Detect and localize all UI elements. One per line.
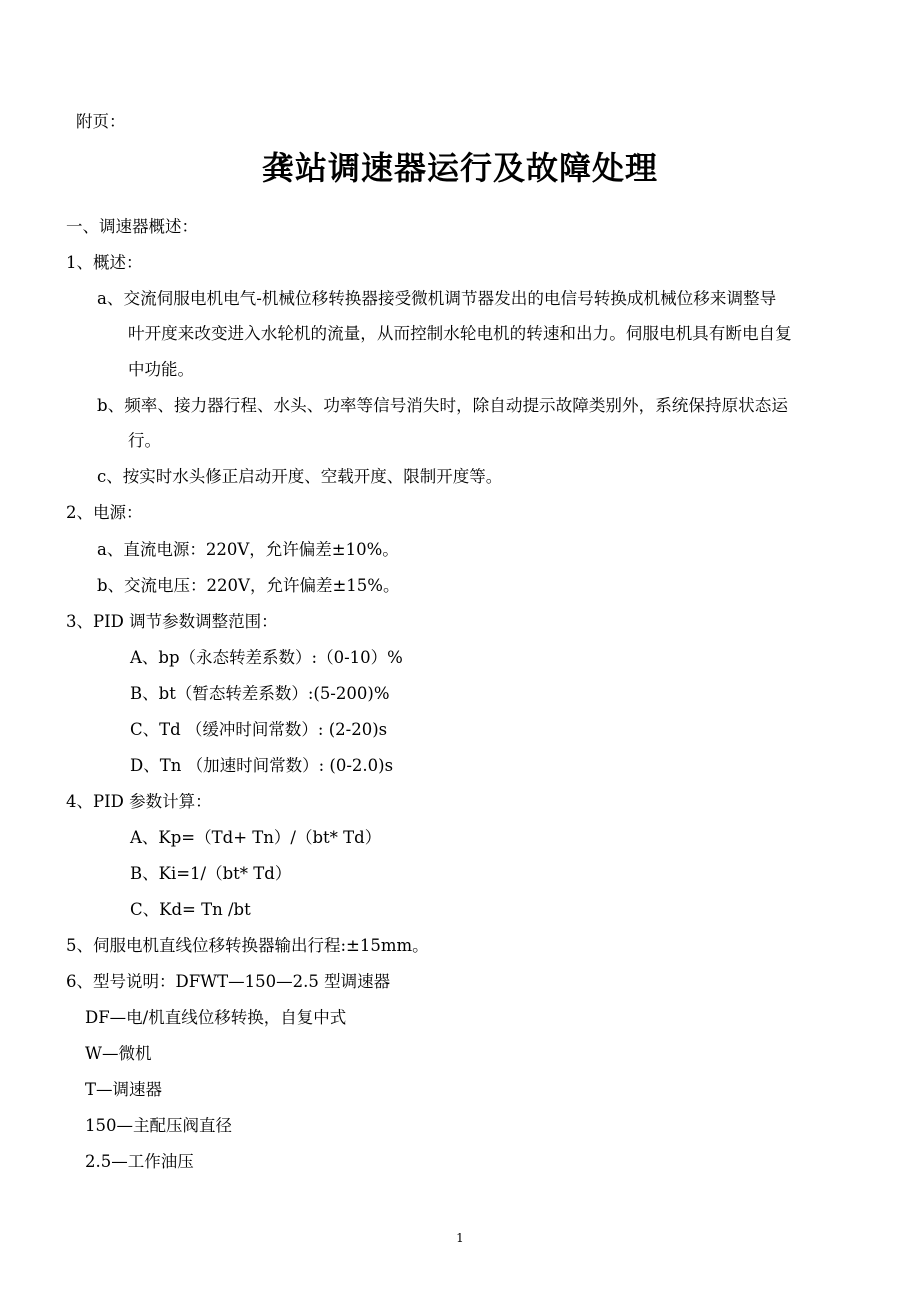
model-item: 150—主配压阀直径 (85, 1116, 232, 1135)
pid-range-item: C、Td （缓冲时间常数）: (2-20)s (130, 720, 388, 739)
pid-calc-heading: 4、PID 参数计算： (66, 792, 212, 811)
stroke-spec: 5、伺服电机直线位移转换器输出行程:±15mm。 (66, 936, 429, 955)
model-item: 2.5—工作油压 (85, 1152, 194, 1171)
pid-range-item: A、bp（永态转差系数）:（0-10）% (130, 648, 403, 667)
pid-range-item: D、Tn （加速时间常数）: (0-2.0)s (130, 756, 394, 775)
page-title: 龚站调速器运行及故障处理 (261, 149, 658, 187)
power-ac: b、交流电压：220V，允许偏差±15%。 (97, 576, 400, 595)
page-number: 1 (456, 1231, 464, 1245)
overview-item-a-line2: 叶开度来改变进入水轮机的流量，从而控制水轮电机的转速和出力。伺服电机具有断电自复 (128, 324, 792, 343)
model-item: W—微机 (85, 1044, 152, 1063)
header-label: 附页： (76, 112, 126, 131)
model-heading: 6、型号说明：DFWT—150—2.5 型调速器 (66, 972, 391, 991)
power-heading: 2、电源： (66, 503, 143, 522)
overview-item-a-line1: a、交流伺服电机电气-机械位移转换器接受微机调节器发出的电信号转换成机械位移来调整导 (97, 289, 777, 308)
overview-item-c: c、按实时水头修正启动开度、空载开度、限制开度等。 (97, 467, 503, 486)
overview-item-b-line2: 行。 (128, 431, 161, 450)
model-item: T—调速器 (85, 1080, 163, 1099)
overview-item-a-line3: 中功能。 (128, 360, 194, 379)
overview-item-b-line1: b、频率、接力器行程、水头、功率等信号消失时，除自动提示故障类别外，系统保持原状态运 (97, 396, 788, 415)
pid-range-item: B、bt（暂态转差系数）:(5-200)% (130, 684, 390, 703)
overview-heading: 1、概述： (66, 253, 143, 272)
pid-range-heading: 3、PID 调节参数调整范围： (66, 612, 278, 631)
power-dc: a、直流电源：220V，允许偏差±10%。 (97, 540, 399, 559)
section-heading: 一、调速器概述： (66, 217, 198, 236)
model-item: DF—电/机直线位移转换，自复中式 (85, 1008, 347, 1027)
pid-calc-item: A、Kp=（Td+ Tn）/（bt* Td） (130, 828, 382, 847)
pid-calc-item: C、Kd= Tn /bt (130, 900, 251, 919)
pid-calc-item: B、Ki=1/（bt* Td） (130, 864, 292, 883)
